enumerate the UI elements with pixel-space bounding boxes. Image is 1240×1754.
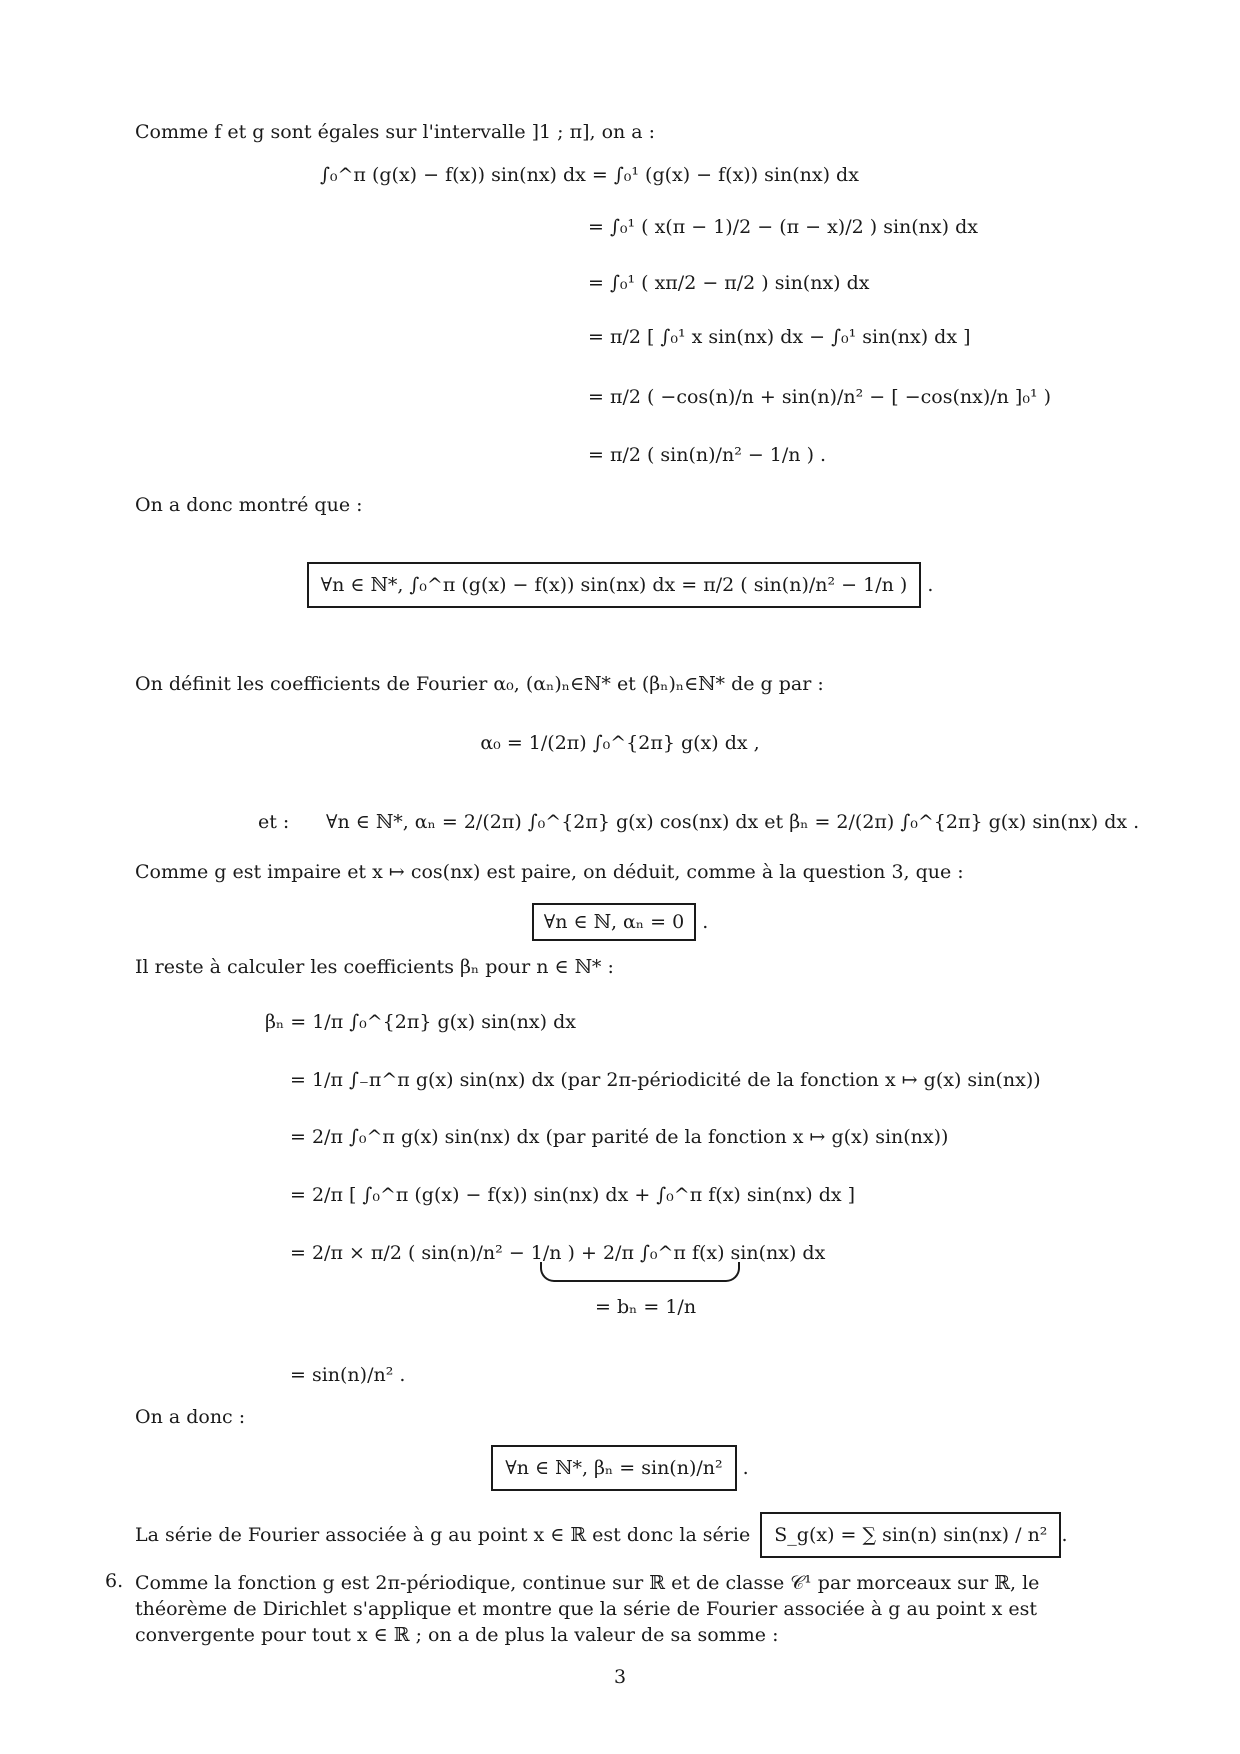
boxed-serie: S_g(x) = ∑ sin(n) sin(nx) / n²: [760, 1512, 1061, 1558]
derivation-2-line: βₙ = 1/π ∫₀^{2π} g(x) sin(nx) dx: [265, 1011, 576, 1033]
derivation-1-line: = π/2 ( sin(n)/n² − 1/n ) .: [588, 444, 827, 466]
boxed-alpha: ∀n ∈ ℕ, αₙ = 0: [532, 903, 696, 941]
item-number: 6.: [105, 1570, 124, 1592]
derivation-1-line: = ∫₀¹ ( x(π − 1)/2 − (π − x)/2 ) sin(nx) dx: [588, 216, 978, 238]
alpha0-equation: α₀ = 1/(2π) ∫₀^{2π} g(x) dx ,: [480, 732, 760, 754]
page-number: 3: [613, 1666, 627, 1688]
et-label: et :: [258, 811, 290, 833]
shown-line: On a donc montré que :: [135, 494, 363, 516]
derivation-1-line: = π/2 [ ∫₀¹ x sin(nx) dx − ∫₀¹ sin(nx) dx ]: [588, 326, 971, 348]
derivation-2-line: = 1/π ∫₋π^π g(x) sin(nx) dx (par 2π-périodicité de la fonction x ↦ g(x) sin(nx)): [290, 1069, 1041, 1091]
serie-row: La série de Fourier associée à g au point x ∈ ℝ est donc la série S_g(x) = ∑ sin(n) sin(nx) / n² .: [135, 1512, 1067, 1558]
alpha-beta-equation: ∀n ∈ ℕ*, αₙ = 2/(2π) ∫₀^{2π} g(x) cos(nx) dx et βₙ = 2/(2π) ∫₀^{2π} g(x) sin(nx) dx .: [326, 811, 1140, 833]
donc-line: On a donc :: [135, 1406, 246, 1428]
boxed-result-1: ∀n ∈ ℕ*, ∫₀^π (g(x) − f(x)) sin(nx) dx = π/2 ( sin(n)/n² − 1/n ): [307, 562, 922, 608]
boxed-result-1-row: ∀n ∈ ℕ*, ∫₀^π (g(x) − f(x)) sin(nx) dx = π/2 ( sin(n)/n² − 1/n ) .: [0, 562, 1240, 608]
derivation-2-line: = 2/π × π/2 ( sin(n)/n² − 1/n ) + 2/π ∫₀^π f(x) sin(nx) dx: [290, 1242, 826, 1264]
derivation-2-line: = sin(n)/n² .: [290, 1364, 406, 1386]
derivation-1-line: = ∫₀¹ ( xπ/2 − π/2 ) sin(nx) dx: [588, 272, 870, 294]
boxed-alpha-row: ∀n ∈ ℕ, αₙ = 0 .: [0, 903, 1240, 941]
intro-line: Comme f et g sont égales sur l'intervalle ]1 ; π], on a :: [135, 121, 656, 143]
boxed-beta-row: ∀n ∈ ℕ*, βₙ = sin(n)/n² .: [0, 1445, 1240, 1491]
derivation-1-line: = π/2 ( −cos(n)/n + sin(n)/n² − [ −cos(nx)/n ]₀¹ ): [588, 386, 1052, 408]
derivation-1-line: ∫₀^π (g(x) − f(x)) sin(nx) dx = ∫₀¹ (g(x) − f(x)) sin(nx) dx: [320, 164, 859, 186]
reste-line: Il reste à calculer les coefficients βₙ pour n ∈ ℕ* :: [135, 956, 614, 978]
derivation-2-line: = bₙ = 1/n: [595, 1296, 697, 1318]
item-6-text: Comme la fonction g est 2π-périodique, continue sur ℝ et de classe 𝒞¹ par morceaux sur ℝ, le théorème de Dirichlet s'applique et montre que la série de Fourier associée à g au point x est convergente pour tout x ∈ ℝ ; on a de plus la valeur de sa somme :: [135, 1572, 1040, 1646]
underbrace: [540, 1262, 740, 1282]
derivation-2-line: = 2/π [ ∫₀^π (g(x) − f(x)) sin(nx) dx + ∫₀^π f(x) sin(nx) dx ]: [290, 1184, 856, 1206]
fourier-def-line: On définit les coefficients de Fourier α₀, (αₙ)ₙ∈ℕ* et (βₙ)ₙ∈ℕ* de g par :: [135, 673, 824, 695]
parity-line: Comme g est impaire et x ↦ cos(nx) est paire, on déduit, comme à la question 3, que :: [135, 861, 964, 883]
derivation-2-line: = 2/π ∫₀^π g(x) sin(nx) dx (par parité de la fonction x ↦ g(x) sin(nx)): [290, 1126, 949, 1148]
boxed-beta: ∀n ∈ ℕ*, βₙ = sin(n)/n²: [491, 1445, 736, 1491]
serie-line-prefix: La série de Fourier associée à g au point x ∈ ℝ est donc la série: [135, 1524, 751, 1546]
